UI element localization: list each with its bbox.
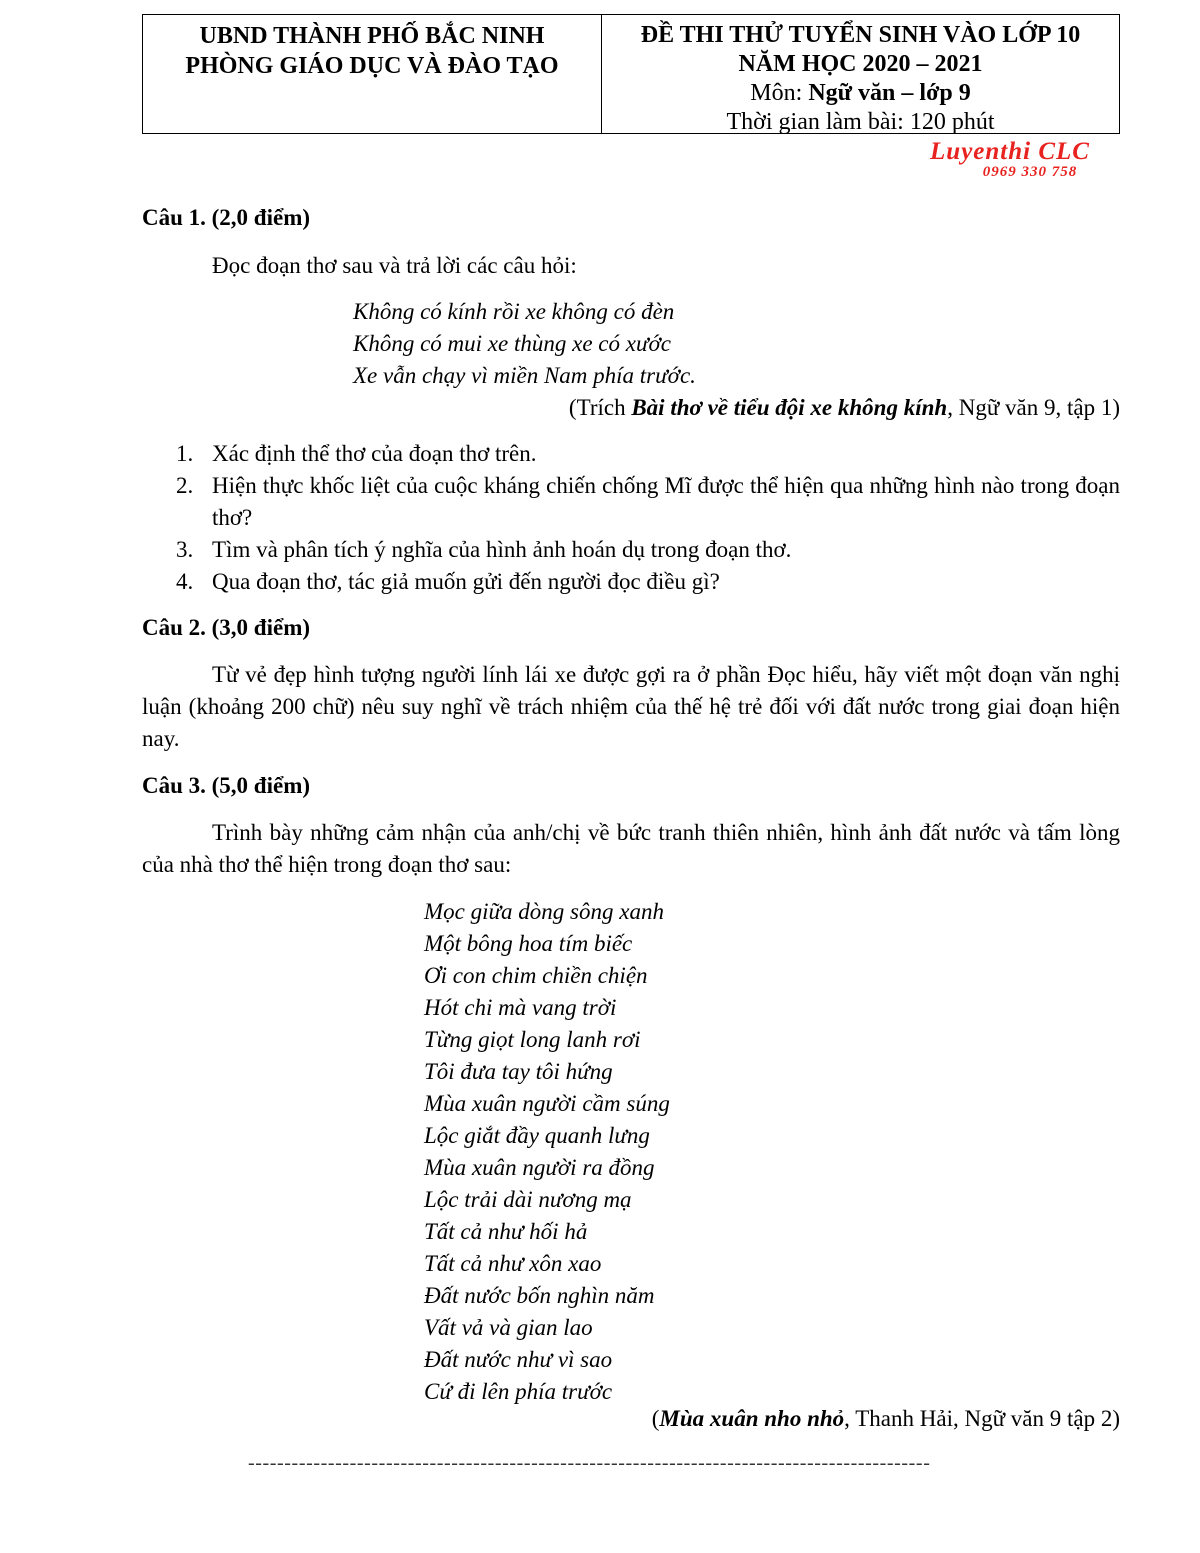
q1-intro: Đọc đoạn thơ sau và trả lời các câu hỏi: [212, 253, 577, 278]
header-issuer-line1: UBND THÀNH PHỐ BẮC NINH [199, 23, 545, 49]
brand-logo-phone: 0969 330 758 [982, 164, 1078, 180]
q3-poem-line: Vất vả và gian lao [424, 1315, 593, 1340]
subject-line [602, 79, 1119, 108]
q1-source-suffix: , Ngữ văn 9, tập 1) [947, 395, 1120, 420]
school-year: NĂM HỌC 2020 – 2021 [738, 51, 983, 77]
q3-text: Trình bày những cảm nhận của anh/chị về bức tranh thiên nhiên, hình ảnh đất nước và tấm lòng của nhà thơ thể hiện trong đoạn thơ sau: [142, 820, 1120, 877]
q3-poem [424, 896, 670, 1408]
end-divider: ---------------------------------------------------------------------------------------------- [248, 1452, 931, 1474]
header-exam-info [602, 15, 1119, 133]
q2-paragraph [142, 659, 1120, 755]
subject-prefix: Môn: [750, 80, 809, 106]
q2-text: Từ vẻ đẹp hình tượng người lính lái xe được gợi ra ở phần Đọc hiểu, hãy viết một đoạn văn nghị luận (khoảng 200 chữ) nêu suy nghĩ về trách nhiệm của thế hệ trẻ đối với đất nước trong giai đoạn hiện nay. [142, 662, 1120, 751]
q3-paragraph [142, 817, 1120, 881]
q1-poem-line: Không có kính rồi xe không có đèn [353, 299, 675, 324]
list-item-number: 1. [176, 441, 194, 466]
q1-source-prefix: (Trích [568, 395, 632, 420]
q3-poem-line: Hót chi mà vang trời [424, 995, 617, 1020]
list-item [142, 534, 1120, 566]
header-issuer-line2: PHÒNG GIÁO DỤC VÀ ĐÀO TẠO [185, 53, 559, 79]
q3-poem-line: Tất cả như hối hả [424, 1219, 588, 1244]
q3-poem-line: Đất nước như vì sao [424, 1347, 613, 1372]
q3-poem-line: Đất nước bốn nghìn năm [424, 1283, 655, 1308]
list-item-text: Qua đoạn thơ, tác giả muốn gửi đến người đọc điều gì? [212, 569, 720, 594]
q3-poem-line: Một bông hoa tím biếc [424, 931, 633, 956]
q1-poem-source [569, 392, 1120, 424]
q3-title: Câu 3. (5,0 điểm) [142, 773, 311, 798]
exam-title: ĐỀ THI THỬ TUYỂN SINH VÀO LỚP 10 [640, 22, 1081, 48]
brand-logo-name: Luyenthi CLC [930, 138, 1090, 165]
list-item-number: 4. [176, 569, 194, 594]
q3-poem-line: Từng giọt long lanh rơi [424, 1027, 641, 1052]
q3-poem-line: Cứ đi lên phía trước [424, 1379, 613, 1404]
list-item-text: Xác định thể thơ của đoạn thơ trên. [212, 441, 537, 466]
q3-poem-line: Ơi con chim chiền chiện [424, 963, 648, 988]
list-item-text: Hiện thực khốc liệt của cuộc kháng chiến chống Mĩ được thể hiện qua những hình nào trong đoạn thơ? [212, 473, 1120, 530]
q3-poem-line: Tất cả như xôn xao [424, 1251, 602, 1276]
q1-question-list [142, 438, 1120, 598]
q3-poem-source [652, 1403, 1120, 1435]
exam-time: Thời gian làm bài: 120 phút [726, 109, 995, 135]
q1-source-title: Bài thơ về tiểu đội xe không kính [631, 395, 948, 420]
list-item [142, 566, 1120, 598]
exam-header [142, 14, 1120, 134]
q3-source-suffix: , Thanh Hải, Ngữ văn 9 tập 2) [844, 1406, 1120, 1431]
list-item-number: 2. [176, 473, 194, 498]
q3-poem-line: Mùa xuân người cầm súng [424, 1091, 670, 1116]
header-issuer [143, 15, 602, 133]
q3-poem-line: Mọc giữa dòng sông xanh [424, 899, 664, 924]
q3-source-title: Mùa xuân nho nhỏ [659, 1406, 845, 1431]
list-item [142, 470, 1120, 534]
q3-poem-line: Mùa xuân người ra đồng [424, 1155, 655, 1180]
q2-title: Câu 2. (3,0 điểm) [142, 615, 311, 640]
q3-source-prefix: ( [651, 1406, 660, 1431]
q3-poem-line: Lộc giắt đầy quanh lưng [424, 1123, 650, 1148]
subject-name: Ngữ văn – lớp 9 [808, 80, 971, 106]
q3-poem-line: Lộc trải dài nương mạ [424, 1187, 632, 1212]
q3-poem-line: Tôi đưa tay tôi hứng [424, 1059, 613, 1084]
q1-poem-line: Không có mui xe thùng xe có xước [353, 331, 671, 356]
list-item-number: 3. [176, 537, 194, 562]
list-item [142, 438, 1120, 470]
q1-title: Câu 1. (2,0 điểm) [142, 205, 311, 230]
brand-logo [902, 139, 1118, 181]
list-item-text: Tìm và phân tích ý nghĩa của hình ảnh hoán dụ trong đoạn thơ. [212, 537, 792, 562]
q1-poem-line: Xe vẫn chạy vì miền Nam phía trước. [353, 363, 696, 388]
